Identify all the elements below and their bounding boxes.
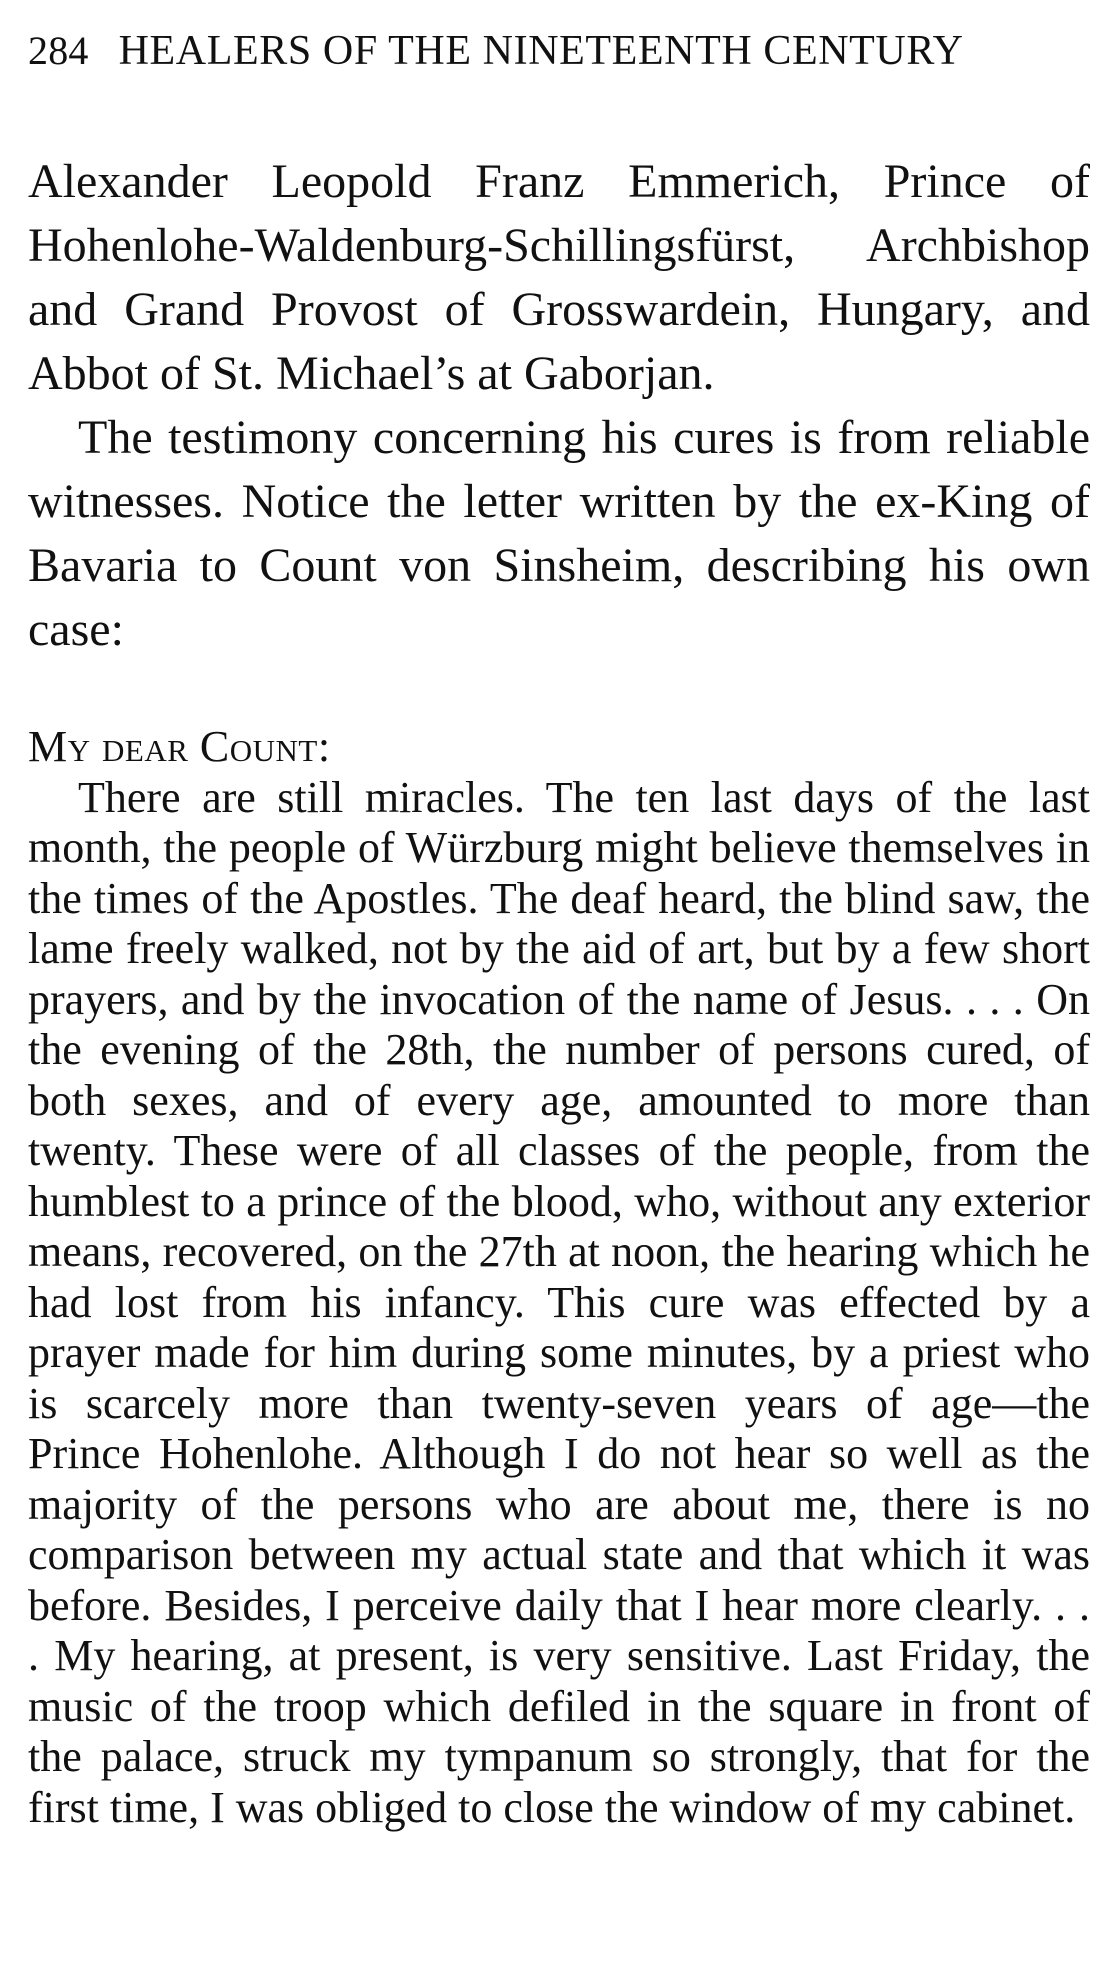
running-head bbox=[28, 26, 1090, 80]
page-number: 284 bbox=[28, 28, 89, 73]
running-title: HEALERS OF THE NINETEENTH CENTURY bbox=[118, 28, 964, 74]
letter-body: There are still miracles. The ten last days of the last month, the people of Würzburg might believe themselves in the times of the Apostles. The deaf heard, the blind saw, the lame freely walked, not by the aid of art, but by a few short prayers, and by the invocation of the name of Jesus. . . . On the evening of the 28th, the number of persons cured, of both sexes, and of every age, amounted to more than twenty. These were of all classes of the people, from the humblest to a prince of the blood, who, without any exterior means, recovered, on the 27th at noon, the hearing which he had lost from his infancy. This cure was effected by a prayer made for him during some minutes, by a priest who is scarcely more than twenty-seven years of age—the Prince Hohenlohe. Although I do not hear so well as the majority of the persons who are about me, there is no comparison between my actual state and that which it was before. Besides, I perceive daily that I hear more clearly. . . . My hearing, at present, is very sensitive. Last Friday, the music of the troop which defiled in the square in front of the palace, struck my tympanum so strongly, that for the first time, I was obliged to close the window of my cabinet. bbox=[28, 772, 1090, 1832]
intro-text bbox=[28, 150, 1090, 662]
letter-salutation: My dear Count: bbox=[28, 722, 331, 771]
paragraph-testimony: The testimony concerning his cures is from reliable witnesses. Notice the letter written by the ex-King of Bavaria to Count von Sinsheim, describing his own case: bbox=[28, 411, 1090, 656]
letter-quote bbox=[28, 722, 1090, 1833]
paragraph-prince-title: Alexander Leopold Franz Emmerich, Prince of Hohenlohe-Waldenburg-Schillingsfürst, Archbishop and Grand Provost of Grosswardein, Hungary, and Abbot of St. Michael’s at Gaborjan. bbox=[28, 155, 1090, 400]
